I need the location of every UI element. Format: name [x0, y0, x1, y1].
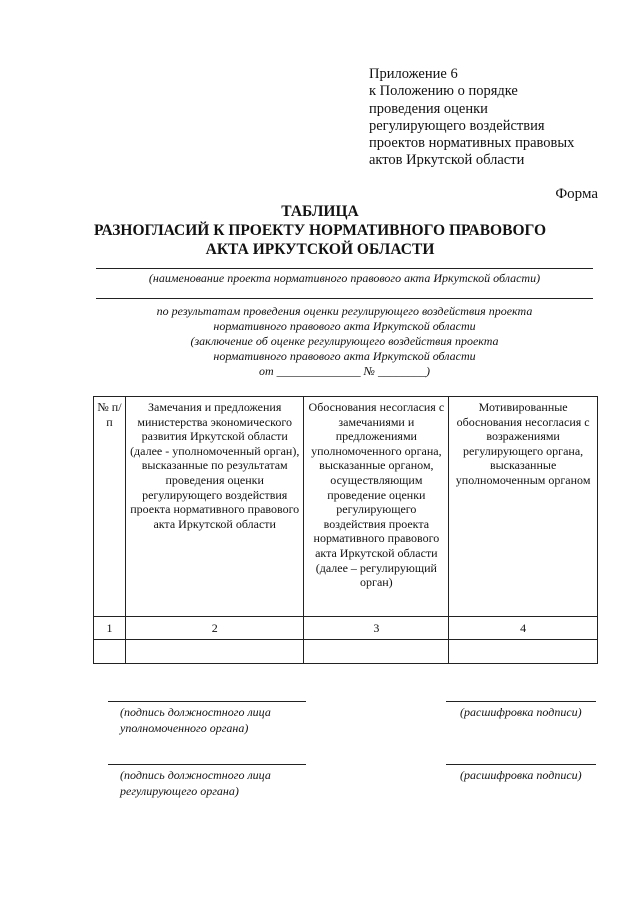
- project-name-hint: (наименование проекта нормативного правового акта Иркутской области): [148, 271, 541, 285]
- appendix-reference: [369, 66, 574, 170]
- appendix-line: проведения оценки: [369, 100, 488, 117]
- empty-cell[interactable]: [449, 640, 598, 664]
- conclusion-date-number: от ______________ № ________): [259, 364, 430, 378]
- transcript-label-regulating: (расшифровка подписи): [460, 768, 582, 782]
- document-title-line: АКТА ИРКУТСКОЙ ОБЛАСТИ: [205, 241, 435, 258]
- header-cell-disagreement-grounds: Обоснования несогласия с замечаниями и предложениями уполномоченного органа, высказанные органом, осуществляющим проведение оценки регулирующего воздействия проекта нормативного правового акта Иркутской области (далее – регулирующий орган): [304, 397, 449, 617]
- document-title: ТАБЛИЦА: [281, 203, 359, 220]
- results-text: нормативного правового акта Иркутской области: [213, 319, 476, 333]
- transcript-line-regulating: [446, 764, 596, 765]
- header-cell-number: № п/п: [94, 397, 126, 617]
- column-number: 1: [94, 617, 126, 640]
- project-name-line: [96, 268, 593, 269]
- disagreements-table: [93, 396, 598, 664]
- empty-cell[interactable]: [304, 640, 449, 664]
- header-cell-motivated-grounds: Мотивированные обоснования несогласия с возражениями регулирующего органа, высказанные уполномоченным органом: [449, 397, 598, 617]
- document-title-line: РАЗНОГЛАСИЙ К ПРОЕКТУ НОРМАТИВНОГО ПРАВОВОГО: [93, 222, 547, 239]
- table-empty-row: [94, 640, 598, 664]
- appendix-line: регулирующего воздействия: [369, 117, 545, 134]
- empty-cell[interactable]: [94, 640, 126, 664]
- signature-line-regulating: [108, 764, 306, 765]
- empty-cell[interactable]: [125, 640, 304, 664]
- table-numbering-row: [94, 617, 598, 640]
- appendix-line: актов Иркутской области: [369, 152, 525, 169]
- appendix-line: Приложение 6: [369, 66, 458, 82]
- appendix-line: к Положению о порядке: [369, 83, 518, 100]
- conclusion-text: нормативного правового акта Иркутской области: [213, 349, 476, 363]
- conclusion-text: (заключение об оценке регулирующего воздействия проекта: [190, 334, 499, 348]
- transcript-label-authorized: (расшифровка подписи): [460, 705, 582, 719]
- column-number: 4: [449, 617, 598, 640]
- signature-label-regulating: (подпись должностного лица регулирующего органа): [120, 768, 271, 798]
- results-text: по результатам проведения оценки регулирующего воздействия проекта: [156, 304, 533, 318]
- header-cell-authorized-remarks: Замечания и предложения министерства экономического развития Иркутской области (далее - уполномоченный орган), высказанные по результатам проведения оценки регулирующего воздействия проекта нормативного правового акта Иркутской области: [125, 397, 304, 617]
- signature-label-authorized: (подпись должностного лица уполномоченного органа): [120, 705, 271, 735]
- table-header-row: [94, 397, 598, 617]
- column-number: 2: [125, 617, 304, 640]
- form-label: Форма: [555, 186, 598, 202]
- results-line: [96, 298, 593, 299]
- appendix-line: проектов нормативных правовых: [369, 135, 575, 152]
- column-number: 3: [304, 617, 449, 640]
- transcript-line-authorized: [446, 701, 596, 702]
- signature-line-authorized: [108, 701, 306, 702]
